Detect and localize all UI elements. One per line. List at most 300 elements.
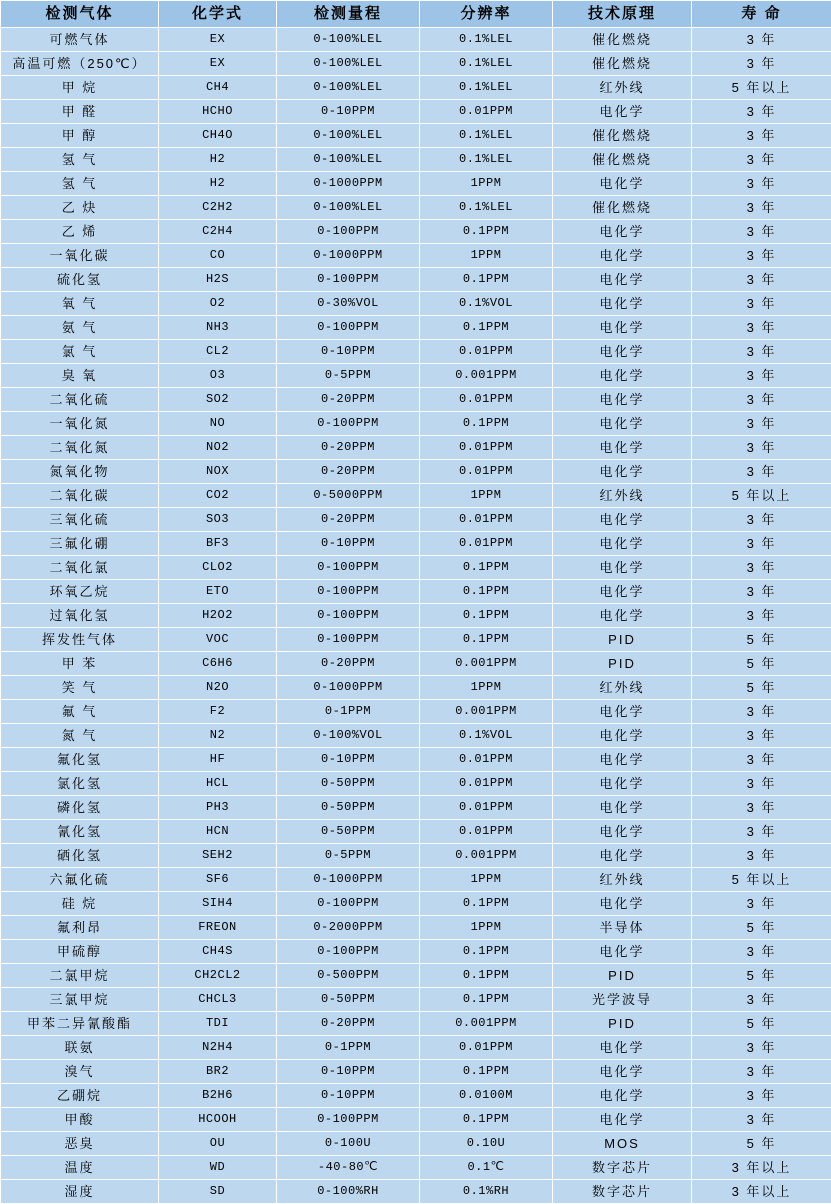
cell-resolution: 0.01PPM (420, 100, 553, 124)
cell-gas-name: 过氧化氢 (1, 604, 159, 628)
cell-detection-range: 0-10PPM (277, 100, 420, 124)
cell-gas-name: 甲 醇 (1, 124, 159, 148)
cell-chemical-formula: O2 (159, 292, 277, 316)
cell-resolution: 0.1PPM (420, 604, 553, 628)
cell-resolution: 0.1%LEL (420, 124, 553, 148)
cell-detection-range: 0-100PPM (277, 412, 420, 436)
table-row (1, 916, 831, 940)
cell-chemical-formula: FREON (159, 916, 277, 940)
cell-gas-name: 二氧化氮 (1, 436, 159, 460)
cell-chemical-formula: TDI (159, 1012, 277, 1036)
cell-chemical-formula: CH4S (159, 940, 277, 964)
cell-detection-range: 0-100PPM (277, 556, 420, 580)
cell-detection-range: 0-100PPM (277, 268, 420, 292)
table-row (1, 508, 831, 532)
cell-lifetime: 3 年 (692, 340, 831, 364)
cell-chemical-formula: NH3 (159, 316, 277, 340)
cell-resolution: 0.01PPM (420, 388, 553, 412)
column-header-gas: 检测气体 (1, 1, 159, 28)
cell-technical-principle: 电化学 (553, 532, 692, 556)
cell-chemical-formula: CHCL3 (159, 988, 277, 1012)
table-row (1, 964, 831, 988)
cell-technical-principle: 电化学 (553, 364, 692, 388)
cell-resolution: 0.1℃ (420, 1156, 553, 1180)
cell-detection-range: 0-100%LEL (277, 196, 420, 220)
cell-chemical-formula: CL2 (159, 340, 277, 364)
cell-technical-principle: 数字芯片 (553, 1156, 692, 1180)
cell-technical-principle: 电化学 (553, 244, 692, 268)
cell-lifetime: 3 年 (692, 508, 831, 532)
cell-lifetime: 5 年以上 (692, 76, 831, 100)
cell-resolution: 0.01PPM (420, 820, 553, 844)
cell-lifetime: 3 年 (692, 700, 831, 724)
cell-detection-range: 0-10PPM (277, 340, 420, 364)
cell-resolution: 0.01PPM (420, 532, 553, 556)
cell-gas-name: 氟 气 (1, 700, 159, 724)
table-row (1, 268, 831, 292)
cell-gas-name: 氮氧化物 (1, 460, 159, 484)
cell-detection-range: 0-20PPM (277, 460, 420, 484)
cell-lifetime: 3 年 (692, 772, 831, 796)
cell-lifetime: 3 年 (692, 244, 831, 268)
cell-lifetime: 3 年 (692, 580, 831, 604)
table-row (1, 532, 831, 556)
cell-chemical-formula: C2H2 (159, 196, 277, 220)
cell-lifetime: 3 年 (692, 892, 831, 916)
cell-technical-principle: 电化学 (553, 1060, 692, 1084)
cell-resolution: 0.001PPM (420, 844, 553, 868)
cell-gas-name: 氯化氢 (1, 772, 159, 796)
cell-lifetime: 3 年 (692, 364, 831, 388)
cell-gas-name: 氯 气 (1, 340, 159, 364)
cell-gas-name: 一氧化氮 (1, 412, 159, 436)
cell-gas-name: 氧 气 (1, 292, 159, 316)
cell-gas-name: 甲苯二异氰酸酯 (1, 1012, 159, 1036)
cell-technical-principle: 催化燃烧 (553, 148, 692, 172)
cell-detection-range: 0-5PPM (277, 364, 420, 388)
table-row (1, 412, 831, 436)
cell-resolution: 0.1%LEL (420, 52, 553, 76)
cell-technical-principle: 电化学 (553, 220, 692, 244)
table-row (1, 28, 831, 52)
table-row (1, 1036, 831, 1060)
cell-technical-principle: 电化学 (553, 580, 692, 604)
table-row (1, 124, 831, 148)
table-row (1, 1108, 831, 1132)
cell-gas-name: 甲酸 (1, 1108, 159, 1132)
cell-chemical-formula: HCN (159, 820, 277, 844)
cell-detection-range: 0-50PPM (277, 772, 420, 796)
cell-chemical-formula: ETO (159, 580, 277, 604)
cell-gas-name: 二氧化碳 (1, 484, 159, 508)
cell-lifetime: 3 年 (692, 460, 831, 484)
cell-gas-name: 温度 (1, 1156, 159, 1180)
cell-resolution: 0.1%LEL (420, 28, 553, 52)
cell-chemical-formula: O3 (159, 364, 277, 388)
cell-gas-name: 硫化氢 (1, 268, 159, 292)
cell-resolution: 0.10U (420, 1132, 553, 1156)
cell-lifetime: 5 年 (692, 676, 831, 700)
table-row (1, 772, 831, 796)
cell-detection-range: 0-100PPM (277, 604, 420, 628)
table-row (1, 820, 831, 844)
cell-gas-name: 臭 氧 (1, 364, 159, 388)
cell-lifetime: 3 年 (692, 988, 831, 1012)
cell-technical-principle: 电化学 (553, 820, 692, 844)
cell-chemical-formula: B2H6 (159, 1084, 277, 1108)
cell-chemical-formula: SEH2 (159, 844, 277, 868)
cell-chemical-formula: F2 (159, 700, 277, 724)
cell-lifetime: 3 年 (692, 172, 831, 196)
cell-chemical-formula: PH3 (159, 796, 277, 820)
cell-gas-name: 甲 烷 (1, 76, 159, 100)
table-row (1, 1180, 831, 1204)
table-row (1, 604, 831, 628)
cell-chemical-formula: CH2CL2 (159, 964, 277, 988)
table-row (1, 340, 831, 364)
cell-chemical-formula: C2H4 (159, 220, 277, 244)
cell-chemical-formula: N2O (159, 676, 277, 700)
cell-lifetime: 3 年 (692, 1084, 831, 1108)
cell-resolution: 0.1PPM (420, 580, 553, 604)
table-row (1, 100, 831, 124)
cell-gas-name: 二氧化氯 (1, 556, 159, 580)
table-row (1, 52, 831, 76)
cell-lifetime: 3 年 (692, 124, 831, 148)
cell-chemical-formula: WD (159, 1156, 277, 1180)
cell-lifetime: 3 年 (692, 412, 831, 436)
cell-lifetime: 5 年 (692, 1012, 831, 1036)
cell-resolution: 0.1PPM (420, 964, 553, 988)
cell-lifetime: 3 年 (692, 100, 831, 124)
cell-lifetime: 3 年以上 (692, 1156, 831, 1180)
cell-resolution: 0.1PPM (420, 220, 553, 244)
cell-resolution: 1PPM (420, 916, 553, 940)
cell-detection-range: 0-2000PPM (277, 916, 420, 940)
cell-detection-range: 0-100PPM (277, 940, 420, 964)
cell-detection-range: 0-100U (277, 1132, 420, 1156)
cell-lifetime: 3 年 (692, 196, 831, 220)
cell-chemical-formula: BR2 (159, 1060, 277, 1084)
cell-technical-principle: 电化学 (553, 388, 692, 412)
cell-chemical-formula: SD (159, 1180, 277, 1204)
cell-technical-principle: 电化学 (553, 772, 692, 796)
cell-chemical-formula: C6H6 (159, 652, 277, 676)
cell-lifetime: 3 年 (692, 940, 831, 964)
cell-chemical-formula: NO (159, 412, 277, 436)
cell-technical-principle: 电化学 (553, 268, 692, 292)
cell-lifetime: 5 年 (692, 628, 831, 652)
cell-chemical-formula: OU (159, 1132, 277, 1156)
cell-lifetime: 3 年 (692, 316, 831, 340)
table-row (1, 676, 831, 700)
cell-resolution: 0.1PPM (420, 1060, 553, 1084)
cell-lifetime: 3 年 (692, 724, 831, 748)
cell-gas-name: 硅 烷 (1, 892, 159, 916)
table-row (1, 868, 831, 892)
cell-gas-name: 甲硫醇 (1, 940, 159, 964)
cell-detection-range: 0-100%VOL (277, 724, 420, 748)
cell-technical-principle: 电化学 (553, 724, 692, 748)
table-row (1, 796, 831, 820)
cell-chemical-formula: HCHO (159, 100, 277, 124)
table-row (1, 844, 831, 868)
cell-resolution: 0.1%VOL (420, 292, 553, 316)
cell-resolution: 0.1PPM (420, 1108, 553, 1132)
cell-chemical-formula: SF6 (159, 868, 277, 892)
cell-detection-range: 0-50PPM (277, 988, 420, 1012)
cell-detection-range: 0-10PPM (277, 748, 420, 772)
table-row (1, 940, 831, 964)
table-row (1, 244, 831, 268)
cell-resolution: 0.1PPM (420, 940, 553, 964)
cell-lifetime: 3 年 (692, 1108, 831, 1132)
cell-technical-principle: 电化学 (553, 556, 692, 580)
cell-resolution: 1PPM (420, 676, 553, 700)
cell-gas-name: 氟利昂 (1, 916, 159, 940)
table-row (1, 292, 831, 316)
cell-gas-name: 氢 气 (1, 172, 159, 196)
cell-resolution: 1PPM (420, 244, 553, 268)
cell-lifetime: 5 年 (692, 652, 831, 676)
cell-gas-name: 硒化氢 (1, 844, 159, 868)
cell-lifetime: 5 年 (692, 916, 831, 940)
cell-technical-principle: MOS (553, 1132, 692, 1156)
cell-gas-name: 氟化氢 (1, 748, 159, 772)
cell-gas-name: 氨 气 (1, 316, 159, 340)
cell-lifetime: 3 年 (692, 220, 831, 244)
cell-technical-principle: 电化学 (553, 100, 692, 124)
cell-chemical-formula: HCL (159, 772, 277, 796)
cell-resolution: 0.01PPM (420, 340, 553, 364)
cell-technical-principle: 红外线 (553, 868, 692, 892)
table-row (1, 148, 831, 172)
cell-gas-name: 二氯甲烷 (1, 964, 159, 988)
cell-gas-name: 氮 气 (1, 724, 159, 748)
table-row (1, 1084, 831, 1108)
cell-chemical-formula: H2 (159, 148, 277, 172)
table-row (1, 220, 831, 244)
column-header-formula: 化学式 (159, 1, 277, 28)
cell-technical-principle: 电化学 (553, 748, 692, 772)
cell-chemical-formula: HCOOH (159, 1108, 277, 1132)
cell-chemical-formula: N2H4 (159, 1036, 277, 1060)
cell-technical-principle: 催化燃烧 (553, 124, 692, 148)
cell-technical-principle: 电化学 (553, 412, 692, 436)
cell-chemical-formula: NOX (159, 460, 277, 484)
cell-detection-range: 0-100PPM (277, 628, 420, 652)
cell-resolution: 0.01PPM (420, 748, 553, 772)
table-row (1, 1156, 831, 1180)
column-header-principle: 技术原理 (553, 1, 692, 28)
column-header-lifetime: 寿 命 (692, 1, 831, 28)
cell-gas-name: 溴气 (1, 1060, 159, 1084)
cell-detection-range: 0-1PPM (277, 700, 420, 724)
cell-resolution: 1PPM (420, 868, 553, 892)
cell-gas-name: 乙 烯 (1, 220, 159, 244)
cell-resolution: 0.001PPM (420, 1012, 553, 1036)
cell-lifetime: 3 年 (692, 532, 831, 556)
cell-gas-name: 联氨 (1, 1036, 159, 1060)
cell-technical-principle: PID (553, 964, 692, 988)
cell-chemical-formula: H2S (159, 268, 277, 292)
cell-technical-principle: 红外线 (553, 76, 692, 100)
cell-gas-name: 湿度 (1, 1180, 159, 1204)
cell-gas-name: 甲 苯 (1, 652, 159, 676)
cell-detection-range: 0-100%LEL (277, 76, 420, 100)
cell-detection-range: 0-1000PPM (277, 244, 420, 268)
cell-gas-name: 恶臭 (1, 1132, 159, 1156)
cell-lifetime: 3 年 (692, 292, 831, 316)
cell-technical-principle: 半导体 (553, 916, 692, 940)
cell-gas-name: 三氧化硫 (1, 508, 159, 532)
table-row (1, 748, 831, 772)
cell-technical-principle: 电化学 (553, 340, 692, 364)
cell-resolution: 0.01PPM (420, 772, 553, 796)
table-row (1, 172, 831, 196)
cell-gas-name: 高温可燃（250℃） (1, 52, 159, 76)
cell-lifetime: 3 年 (692, 268, 831, 292)
table-row (1, 460, 831, 484)
cell-detection-range: 0-20PPM (277, 508, 420, 532)
table-row (1, 652, 831, 676)
cell-gas-name: 六氟化硫 (1, 868, 159, 892)
cell-technical-principle: PID (553, 652, 692, 676)
cell-chemical-formula: N2 (159, 724, 277, 748)
cell-chemical-formula: CO2 (159, 484, 277, 508)
cell-detection-range: 0-100PPM (277, 1108, 420, 1132)
cell-detection-range: 0-1PPM (277, 1036, 420, 1060)
cell-detection-range: 0-5PPM (277, 844, 420, 868)
cell-resolution: 0.01PPM (420, 796, 553, 820)
cell-chemical-formula: H2O2 (159, 604, 277, 628)
cell-resolution: 0.01PPM (420, 1036, 553, 1060)
cell-detection-range: 0-1000PPM (277, 172, 420, 196)
cell-chemical-formula: HF (159, 748, 277, 772)
cell-gas-name: 一氧化碳 (1, 244, 159, 268)
cell-chemical-formula: EX (159, 52, 277, 76)
cell-resolution: 0.1PPM (420, 412, 553, 436)
cell-chemical-formula: BF3 (159, 532, 277, 556)
cell-resolution: 0.1%VOL (420, 724, 553, 748)
cell-lifetime: 3 年 (692, 28, 831, 52)
cell-detection-range: -40-80℃ (277, 1156, 420, 1180)
cell-technical-principle: 电化学 (553, 700, 692, 724)
cell-technical-principle: 光学波导 (553, 988, 692, 1012)
cell-detection-range: 0-5000PPM (277, 484, 420, 508)
cell-detection-range: 0-100%RH (277, 1180, 420, 1204)
cell-gas-name: 可燃气体 (1, 28, 159, 52)
cell-detection-range: 0-10PPM (277, 1060, 420, 1084)
cell-chemical-formula: SIH4 (159, 892, 277, 916)
cell-detection-range: 0-100%LEL (277, 52, 420, 76)
cell-technical-principle: 催化燃烧 (553, 52, 692, 76)
table-row (1, 1132, 831, 1156)
cell-gas-name: 三氟化硼 (1, 532, 159, 556)
cell-technical-principle: 红外线 (553, 484, 692, 508)
cell-detection-range: 0-50PPM (277, 820, 420, 844)
cell-gas-name: 乙硼烷 (1, 1084, 159, 1108)
cell-lifetime: 5 年 (692, 1132, 831, 1156)
table-row (1, 76, 831, 100)
cell-detection-range: 0-100PPM (277, 220, 420, 244)
cell-chemical-formula: CH4O (159, 124, 277, 148)
cell-lifetime: 3 年 (692, 820, 831, 844)
cell-resolution: 0.001PPM (420, 652, 553, 676)
cell-lifetime: 3 年 (692, 1036, 831, 1060)
cell-gas-name: 笑 气 (1, 676, 159, 700)
cell-detection-range: 0-100%LEL (277, 28, 420, 52)
cell-technical-principle: 电化学 (553, 436, 692, 460)
table-row (1, 388, 831, 412)
cell-lifetime: 5 年以上 (692, 868, 831, 892)
cell-lifetime: 3 年 (692, 556, 831, 580)
cell-resolution: 0.001PPM (420, 364, 553, 388)
cell-gas-name: 乙 炔 (1, 196, 159, 220)
cell-resolution: 0.01PPM (420, 508, 553, 532)
table-row (1, 436, 831, 460)
cell-resolution: 0.1PPM (420, 988, 553, 1012)
table-row (1, 484, 831, 508)
cell-detection-range: 0-100%LEL (277, 124, 420, 148)
cell-detection-range: 0-100PPM (277, 580, 420, 604)
cell-technical-principle: 红外线 (553, 676, 692, 700)
cell-lifetime: 3 年 (692, 436, 831, 460)
cell-resolution: 0.1PPM (420, 316, 553, 340)
cell-lifetime: 3 年 (692, 748, 831, 772)
cell-technical-principle: 电化学 (553, 844, 692, 868)
cell-resolution: 0.1%LEL (420, 76, 553, 100)
table-row (1, 724, 831, 748)
cell-gas-name: 三氯甲烷 (1, 988, 159, 1012)
cell-detection-range: 0-500PPM (277, 964, 420, 988)
cell-technical-principle: 电化学 (553, 460, 692, 484)
cell-resolution: 0.01PPM (420, 436, 553, 460)
table-row (1, 580, 831, 604)
cell-lifetime: 3 年 (692, 844, 831, 868)
cell-chemical-formula: CH4 (159, 76, 277, 100)
cell-chemical-formula: CLO2 (159, 556, 277, 580)
cell-detection-range: 0-20PPM (277, 436, 420, 460)
cell-detection-range: 0-100PPM (277, 892, 420, 916)
cell-technical-principle: 电化学 (553, 1108, 692, 1132)
table-body (1, 28, 831, 1204)
table-row (1, 364, 831, 388)
cell-technical-principle: 电化学 (553, 796, 692, 820)
cell-technical-principle: 电化学 (553, 292, 692, 316)
cell-technical-principle: 电化学 (553, 316, 692, 340)
cell-resolution: 0.0100M (420, 1084, 553, 1108)
cell-detection-range: 0-20PPM (277, 652, 420, 676)
cell-chemical-formula: CO (159, 244, 277, 268)
table-row (1, 988, 831, 1012)
cell-resolution: 0.01PPM (420, 460, 553, 484)
cell-technical-principle: 电化学 (553, 892, 692, 916)
cell-technical-principle: PID (553, 628, 692, 652)
cell-detection-range: 0-10PPM (277, 532, 420, 556)
table-row (1, 556, 831, 580)
cell-detection-range: 0-100%LEL (277, 148, 420, 172)
cell-resolution: 0.1PPM (420, 628, 553, 652)
table-row (1, 196, 831, 220)
cell-gas-name: 氢 气 (1, 148, 159, 172)
cell-gas-name: 挥发性气体 (1, 628, 159, 652)
cell-detection-range: 0-20PPM (277, 1012, 420, 1036)
cell-chemical-formula: SO3 (159, 508, 277, 532)
cell-chemical-formula: VOC (159, 628, 277, 652)
cell-lifetime: 3 年 (692, 796, 831, 820)
table-row (1, 316, 831, 340)
